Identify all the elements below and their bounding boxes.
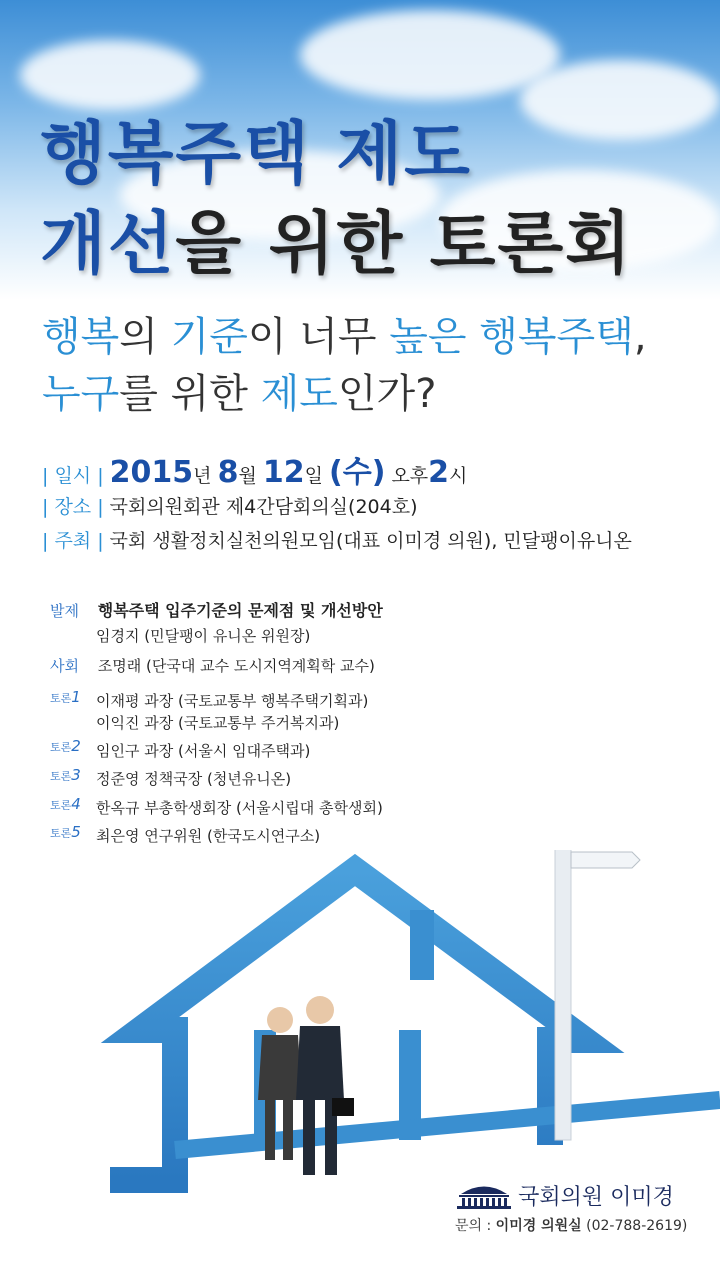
subtitle-text: 를 위한 [119,371,261,417]
debate-label-5: 토론5 [50,823,81,841]
debate-label-3: 토론3 [50,766,81,784]
presentation-label: 발제 [50,602,79,620]
subtitle-text: 의 [119,314,171,360]
presentation-row [50,598,383,621]
title-rest: 을 위한 토론회 [175,205,633,284]
moderator-value: 조명래 (단국대 교수 도시지역계획학 교수) [97,657,375,675]
subtitle-text: , [633,314,647,360]
place-value: 국회의원회관 제4간담회의실(204호) [109,496,418,518]
debater-row: 정준영 정책국장 (청년유니온) [96,770,292,788]
title-line-1: 행복주택 제도 [40,115,472,194]
debater-row: 이재평 과장 (국토교통부 행복주택기획과) [96,692,369,710]
signpost-arrow [571,852,640,868]
place-row: | 장소 | 국회의원회관 제4간담회의실(204호) [42,496,418,518]
title-highlight: 개선 [40,205,176,284]
subtitle-highlight: 누구 [42,371,120,417]
date-month: 8 [217,455,239,490]
subtitle-highlight: 제도 [260,371,338,417]
subtitle-line-2 [42,362,436,419]
contact-row [455,1215,687,1235]
cloud-decoration [300,10,560,100]
date-year: 2015 [109,455,194,490]
national-assembly-icon [455,1183,513,1209]
date-day: 12 [262,455,305,490]
host-row: | 주최 | 국회 생활정치실천의원모임(대표 이미경 의원), 민달팽이유니온 [42,530,632,552]
org-logo [455,1180,674,1211]
debate-label-1: 토론1 [50,688,81,706]
contact-office: 이미경 의원실 [495,1218,582,1234]
debater-row: 임인구 과장 (서울시 임대주택과) [96,742,311,760]
subtitle-line-1 [42,305,647,362]
contact-phone: (02-788-2619) [586,1218,688,1234]
signpost-pole [555,850,571,1140]
title-line-2 [40,190,633,287]
moderator-label: 사회 [50,657,79,675]
subtitle-highlight: 행복 [42,314,120,360]
contact-label: 문의 : [455,1218,492,1234]
host-label: 주최 [54,530,92,552]
host-value: 국회 생활정치실천의원모임(대표 이미경 의원), 민달팽이유니온 [109,530,632,552]
presenter-row: 임경지 (민달팽이 유니온 위원장) [96,627,311,645]
org-name: 국회의원 이미경 [518,1185,674,1210]
subtitle-highlight: 기준 [170,314,248,360]
moderator-row [50,655,375,676]
debater-row: 이익진 과장 (국토교통부 주거복지과) [96,714,340,732]
date-row: | 일시 | 2015년 8월 12일 (수) 오후2시 [42,455,468,490]
subtitle-highlight: 높은 행복주택 [389,314,634,360]
presentation-topic: 행복주택 입주기준의 문제점 및 개선방안 [97,601,383,620]
place-label: 장소 [54,496,92,518]
date-hour: 2 [428,455,450,490]
date-weekday: (수) [329,455,386,490]
debate-label-2: 토론2 [50,737,81,755]
debate-label-4: 토론4 [50,795,81,813]
debater-row: 최은영 연구위원 (한국도시연구소) [96,827,321,845]
cloud-decoration [520,60,720,140]
subtitle-text: 이 너무 [247,314,390,360]
subtitle-text: 인가? [337,371,437,417]
date-label: 일시 [54,465,92,487]
debater-row: 한옥규 부총학생회장 (서울시립대 총학생회) [96,799,383,817]
people-illustration [258,996,354,1175]
chimney [410,910,434,980]
